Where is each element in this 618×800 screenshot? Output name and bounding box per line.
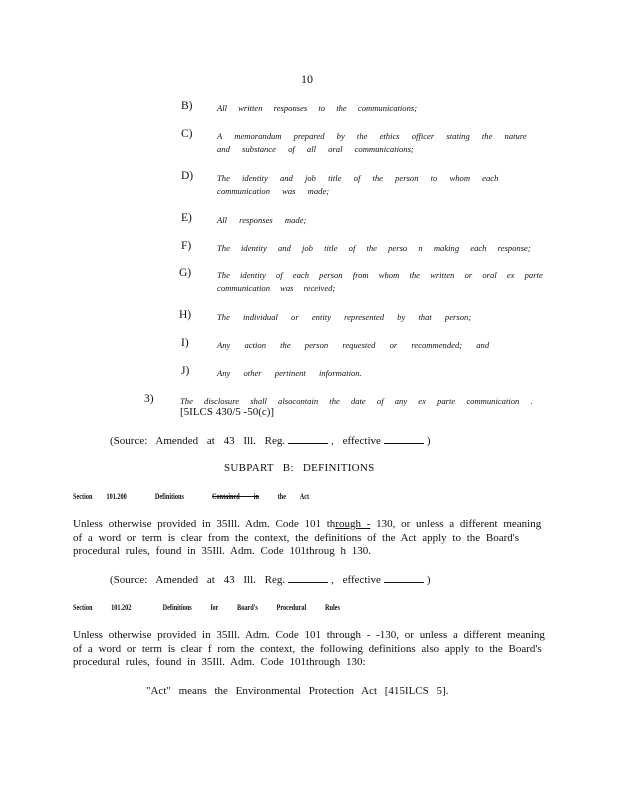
paragraph-line-part: 130, or unless a different meaning — [370, 518, 542, 530]
paragraph-line: of a word or term is clear f rom the context, the following definitions also apply to the Board's — [73, 642, 542, 655]
list-item-j — [217, 367, 537, 380]
section-title-end: the Act — [277, 492, 310, 501]
list-item-h — [217, 311, 537, 324]
blank-line — [288, 434, 328, 444]
list-item-text: The identity and job title of the person to whom each — [217, 173, 499, 183]
paragraph-line-part: Unless otherwise provided in 35Ill. Adm. Code 101 th — [73, 518, 336, 530]
section-101-200-heading — [73, 492, 309, 501]
section-number: Section 101.200 — [73, 492, 127, 501]
paragraph-line — [73, 518, 543, 532]
list-letter-d: D) — [181, 170, 194, 182]
blank-line — [384, 573, 424, 583]
source-note-1 — [110, 434, 431, 447]
list-letter-b: B) — [181, 100, 193, 112]
list-item-g — [217, 269, 543, 295]
source-middle: , effective — [331, 574, 381, 586]
list-item-text: The individual or entity represented by that person; — [217, 312, 472, 322]
list-letter-e: E) — [181, 212, 192, 224]
list-item-text: The identity and job title of the perso n making each response; — [217, 243, 531, 253]
underlined-text: rough - — [335, 518, 371, 530]
list-letter-f: F) — [181, 240, 192, 252]
paragraph-101-202 — [73, 629, 543, 670]
list-item-text: All responses made; — [217, 215, 307, 225]
list-item-text: A memorandum prepared by the ethics officer stating the nature — [217, 131, 527, 141]
paragraph-line: procedural rules, found in 35Ill. Adm. Code 101through 130: — [73, 656, 366, 668]
list-item-e — [217, 214, 537, 227]
section-title: Definitions for Board's Procedural Rules — [162, 603, 340, 612]
list-item-i — [217, 339, 537, 352]
subpart-heading: SUBPART B: DEFINITIONS — [224, 462, 375, 474]
blank-line — [288, 573, 328, 583]
list-letter-i: I) — [181, 337, 189, 349]
source-prefix: (Source: Amended at 43 Ill. Reg. — [110, 435, 286, 447]
list-letter-g: G) — [179, 267, 192, 279]
definition-act: "Act" means the Environmental Protection Act [415ILCS 5]. — [146, 685, 449, 697]
section-101-202-heading — [73, 603, 340, 612]
list-item-text: The identity of each person from whom the written or oral ex parte — [217, 270, 543, 280]
list-item-text: Any action the person requested or recommended; and — [217, 340, 490, 350]
citation: [5ILCS 430/5 -50(c)] — [180, 406, 275, 418]
source-prefix: (Source: Amended at 43 Ill. Reg. — [110, 574, 286, 586]
list-item-f — [217, 242, 537, 255]
paragraph-line: Unless otherwise provided in 35Ill. Adm. Code 101 through - -130, or unless a different meaning — [73, 629, 545, 641]
item-3-line: The disclosure shall alsocontain the date of any ex parte communication . — [180, 396, 533, 406]
list-letter-h: H) — [179, 309, 192, 321]
source-suffix: ) — [426, 435, 431, 447]
list-letter-j: J) — [181, 365, 190, 377]
blank-line — [384, 434, 424, 444]
list-item-text: All written responses to the communications; — [217, 103, 418, 113]
page-number: 10 — [301, 72, 313, 86]
paragraph-line: of a word or term is clear from the context, the definitions of the Act apply to the Board's — [73, 531, 520, 544]
list-item-b — [217, 102, 537, 115]
list-letter-c: C) — [181, 128, 193, 140]
source-note-2 — [110, 573, 431, 586]
item-number-3: 3) — [144, 393, 154, 405]
list-item-text: communication was made; — [217, 186, 330, 196]
list-item-text: Any other pertinent information. — [217, 368, 362, 378]
paragraph-line: procedural rules, found in 35Ill. Adm. Code 101throug h 130. — [73, 545, 371, 557]
list-item-c — [217, 130, 537, 156]
list-item-text: and substance of all oral communications; — [217, 144, 414, 154]
list-item-d — [217, 172, 537, 198]
source-suffix: ) — [426, 574, 431, 586]
section-title: Definitions — [154, 492, 184, 501]
paragraph-101-200 — [73, 518, 543, 559]
list-item-text: communication was received; — [217, 283, 336, 293]
section-number: Section 101.202 — [73, 603, 132, 612]
source-middle: , effective — [331, 435, 381, 447]
section-title-struck: Contained in — [212, 492, 260, 501]
